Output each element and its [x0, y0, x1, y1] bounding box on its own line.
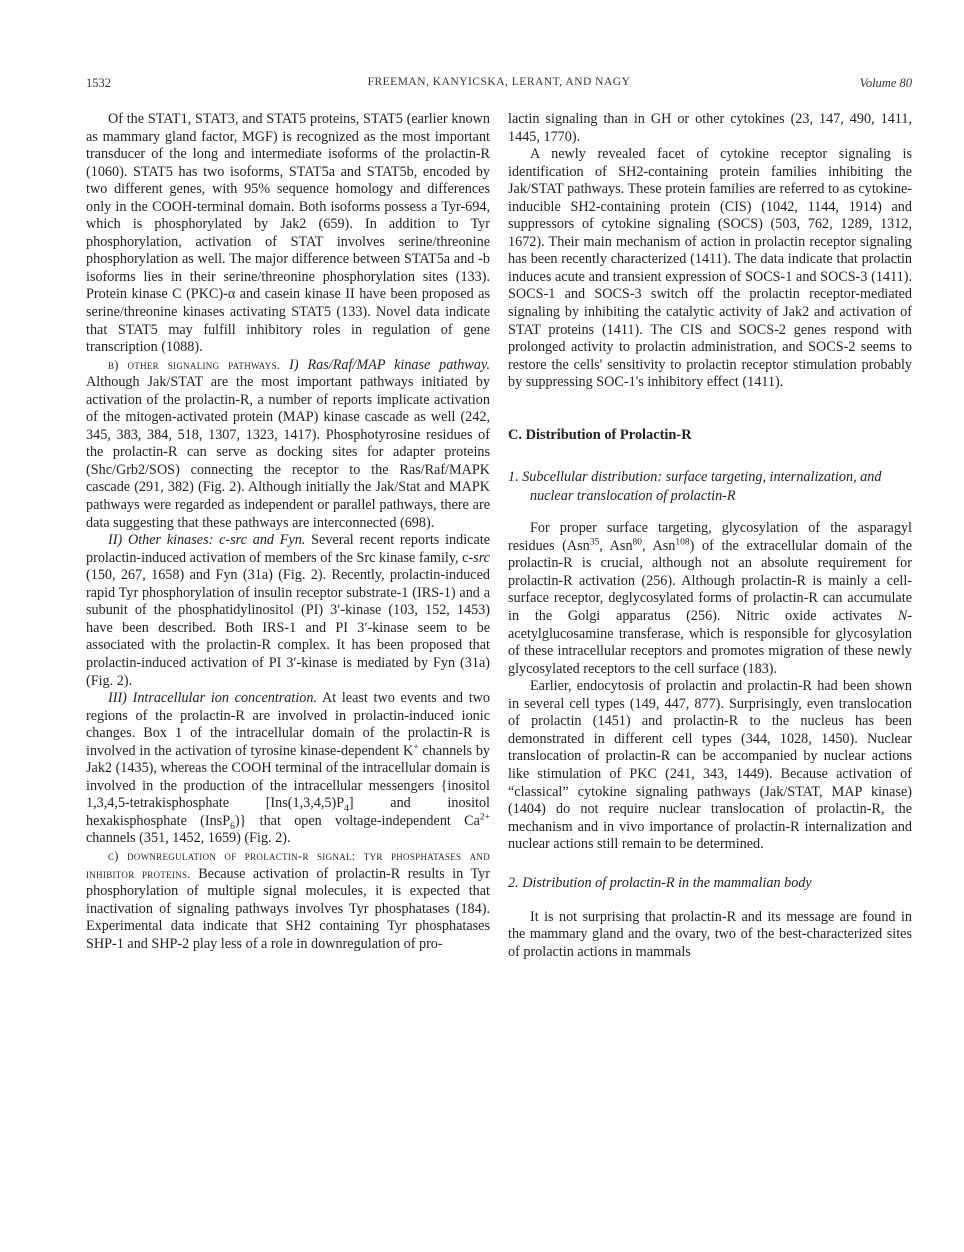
paragraph-other-kinases: II) Other kinases: c-src and Fyn. Several recent reports indicate prolactin-induced activation of members of the Src kinase family, c-src (150, 267, 1658) and Fyn (31a) (Fig. 2). Recently, prolactin-induced rapid Tyr phosphorylation of insulin receptor substrate-1 (IRS-1) and a subunit of the phosphatidylinositol (PI) 3′-kinase (103, 152, 1453) have been described. Both IRS-1 and PI 3′-kinase seem to be associated with the prolactin-R complex. It has been proposed that prolactin-induced activation of PI 3′-kinase is mediated by Fyn (31a) (Fig. 2). — [86, 532, 490, 689]
subsection-heading-mammalian: 2. Distribution of prolactin-R in the mammalian body — [508, 874, 812, 891]
paragraph-downregulation: c) downregulation of prolactin-r signal: tyr phosphatases and inhibitor proteins. Because activation of prolactin-R results in Tyr phosphorylation of multiple signal molecules, it is expected that inactivation of signaling pathways involves Tyr phosphatases (184). Experimental data indicate that SH2 containing Tyr phosphatases SHP-1 and SHP-2 play less of a role in downregulation of pro- — [86, 848, 490, 952]
running-header — [86, 76, 912, 92]
subtopic-title-ion: III) Intracellular ion concentration. — [108, 690, 318, 707]
running-authors: FREEMAN, KANYICSKA, LERANT, AND NAGY — [367, 76, 631, 88]
section-heading-distribution: C. Distribution of Prolactin-R — [508, 426, 692, 443]
subtopic-title-kinases: II) Other kinases: c-src and Fyn. — [108, 532, 306, 549]
subsection-heading-subcellular: 1. Subcellular distribution: surface targeting, internalization, and nuclear translocation of prolactin-R — [508, 469, 882, 505]
volume-label: Volume 80 — [859, 76, 912, 90]
paragraph-mammalian-distribution: It is not surprising that prolactin-R and its message are found in the mammary gland and the ovary, two of the best-characterized sites of prolactin actions in mammals — [508, 908, 912, 960]
subtopic-title-ras: I) Ras/Raf/MAP kinase pathway. — [289, 356, 491, 373]
right-column — [508, 111, 912, 961]
paragraph-ion-concentration: III) Intracellular ion concentration. At least two events and two regions of the prolactin-R are involved in prolactin-induced ionic changes. Box 1 of the intracellular domain of the prolactin-R is involved in the activation of tyrosine kinase-dependent K+ channels by Jak2 (1435), whereas the COOH terminal of the intracellular domain is involved in the production of the intracellular messengers {inositol 1,3,4,5-tetrakisphosphate $[Ins(1,3,4,5)P_4]$ and inositol hexakisphosphate (InsP$_6$)} that open voltage-independent $Ca^{2+}$ channels (351, 1452, 1659) (Fig. 2). — [86, 690, 491, 847]
paragraph-surface-targeting: For proper surface targeting, glycosylation of the asparagyl residues (Asn$^{35}$, Asn$^{80}$, Asn$^{108}$) of the extracellular domain of the prolactin-R is crucial, although not an absolute requirement for prolactin-R activation (256). Although prolactin-R is mainly a cell-surface receptor, deglycosylated forms of prolactin-R can accumulate in the Golgi apparatus (256). Nitric oxide activates N-acetylglucosamine transferase, which is responsible for glycosylation of these intracellular receptors and promotes migration of these newly glycosylated receptors to the cell surface (183). — [508, 520, 913, 677]
left-column — [86, 111, 490, 953]
paragraph-stat5: Of the STAT1, STAT3, and STAT5 proteins, STAT5 (earlier known as mammary gland factor, MGF) is recognized as the most important transducer of the long and intermediate isoforms of the prolactin-R (1060). STAT5 has two isoforms, STAT5a and STAT5b, encoded by two different genes, with 95% sequence homology and differences only in the COOH-terminal domain. Both isoforms possess a Tyr-694, which is phosphorylated by Jak2 (659). In addition to Tyr phosphorylation, activation of STAT involves serine/threonine phosphorylation as well. The major difference between STAT5a and -b isoforms lies in their serine/threonine phosphorylation sites (133). Protein kinase C (PKC)-α and casein kinase II have been proposed as serine/threonine kinases activating STAT5 (133). Novel data indicate that STAT5 may fulfill inhibitory roles in regulation of gene transcription (1088). — [86, 111, 490, 356]
section-label-downregulation: c) downregulation of prolactin-r signal: tyr phosphatases and inhibitor proteins. — [86, 848, 490, 881]
section-label-other-pathways: b) other signaling pathways. — [108, 357, 281, 372]
page-number: 1532 — [86, 76, 111, 90]
paragraph-ras-raf-map: b) other signaling pathways. I) Ras/Raf/MAP kinase pathway. Although Jak/STAT are the most important pathways initiated by activation of the prolactin-R, a number of reports implicate activation of the mitogen-activated protein (MAP) kinase cascade as well (242, 345, 383, 384, 518, 1307, 1323, 1417). Phosphotyrosine residues of the prolactin-R can serve as docking sites for adapter proteins (Shc/Grb2/SOS) connecting the receptor to the Ras/Raf/MAPK cascade (291, 382) (Fig. 2). Although initially the Jak/Stat and MAPK pathways were regarded as independent or parallel pathways, there are data suggesting that these pathways are interconnected (698). — [86, 356, 491, 531]
paragraph-socs: A newly revealed facet of cytokine receptor signaling is identification of SH2-containing protein families inhibiting the Jak/STAT pathways. These protein families are referred to as cytokine-inducible SH2-containing protein (CIS) (1042, 1144, 1914) and suppressors of cytokine signaling (SOCS) (503, 762, 1289, 1312, 1672). Their main mechanism of action in prolactin receptor signaling has been recently characterized (1411). The data indicate that prolactin induces acute and transient expression of SOCS-1 and SOCS-3 (1411). SOCS-1 and SOCS-3 switch off the prolactin receptor-mediated signaling by inhibiting the catalytic activity of Jak2 and activation of STAT proteins (1411). The CIS and SOCS-2 genes respond with prolonged activity to prolactin administration, and SOCS-2 seems to restore the cells' sensitivity to prolactin receptor stimulation probably by suppressing SOC-1's inhibitory effect (1411). — [508, 146, 912, 391]
paragraph-endocytosis: Earlier, endocytosis of prolactin and prolactin-R had been shown in several cell types (149, 447, 877). Surprisingly, even translocation of prolactin (1451) and prolactin-R to the nucleus has been demonstrated in different cell types (344, 1028, 1450). Nuclear translocation of prolactin-R can be accompanied by nuclear actions like stimulation of PKC (241, 343, 1449). Because activation of “classical” cytokine signaling pathways (Jak/STAT, MAP kinase) (1404) do not require nuclear translocation of prolactin-R, the mechanism and in vivo importance of prolactin-R internalization and nuclear actions still remain to be determined. — [508, 678, 912, 853]
paragraph-continued: lactin signaling than in GH or other cytokines (23, 147, 490, 1411, 1445, 1770). — [508, 111, 912, 145]
